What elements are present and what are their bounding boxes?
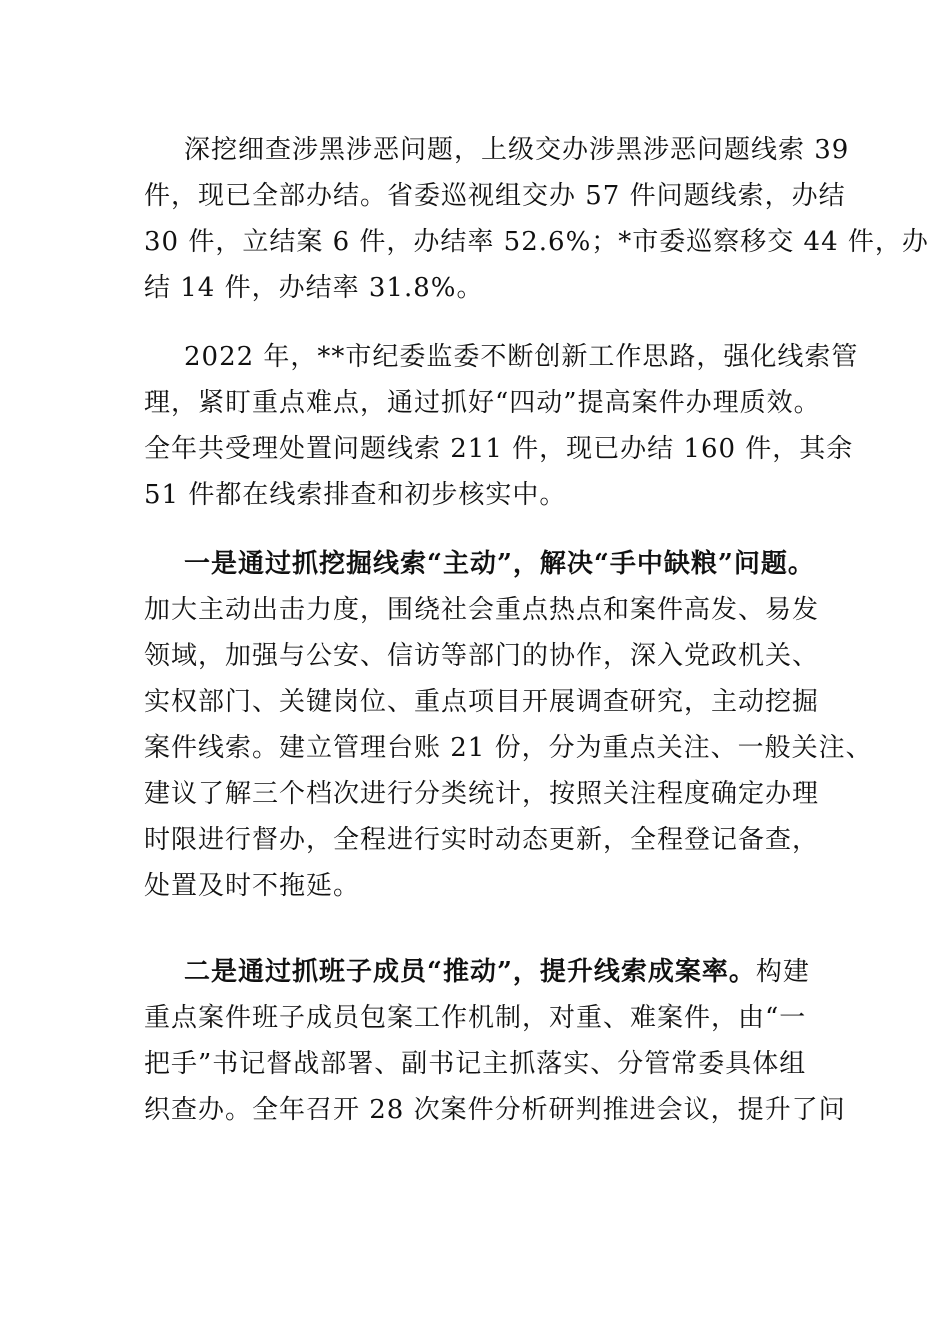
section-heading: 一是通过抓挖掘线索“主动”，解决“手中缺粮”问题。	[184, 549, 815, 579]
paragraph-line: 30 件，立结案 6 件，办结率 52.6%；*市委巡察移交 44 件，办	[144, 227, 929, 257]
paragraph-line: 重点案件班子成员包案工作机制，对重、难案件，由“一	[144, 1003, 807, 1033]
paragraph-2	[144, 334, 859, 518]
section-heading: 二是通过抓班子成员“推动”，提升线索成案率。	[184, 957, 756, 987]
paragraph-1	[144, 127, 929, 311]
paragraph-line: 全年共受理处置问题线索 211 件，现已办结 160 件，其余	[144, 434, 854, 464]
paragraph-line: 实权部门、关键岗位、重点项目开展调查研究，主动挖掘	[144, 687, 820, 717]
paragraph-line: 把手”书记督战部署、副书记主抓落实、分管常委具体组	[144, 1049, 807, 1079]
paragraph-line: 建议了解三个档次进行分类统计，按照关注程度确定办理	[144, 779, 820, 809]
paragraph-line: 织查办。全年召开 28 次案件分析研判推进会议，提升了问	[144, 1095, 846, 1125]
paragraph-line: 领域，加强与公安、信访等部门的协作，深入党政机关、	[144, 641, 820, 671]
paragraph-line: 案件线索。建立管理台账 21 份，分为重点关注、一般关注、	[144, 733, 873, 763]
paragraph-line: 件，现已全部办结。省委巡视组交办 57 件问题线索，办结	[144, 181, 846, 211]
paragraph-line: 加大主动出击力度，围绕社会重点热点和案件高发、易发	[144, 595, 820, 625]
paragraph-line: 51 件都在线索排查和初步核实中。	[144, 480, 567, 510]
paragraph-line: 处置及时不拖延。	[144, 871, 361, 901]
section-heading-line	[144, 949, 824, 995]
paragraph-4	[144, 949, 846, 1133]
paragraph-3	[144, 541, 873, 909]
paragraph-line: 2022 年，**市纪委监委不断创新工作思路，强化线索管	[184, 342, 859, 372]
section-heading-tail: 构建	[755, 957, 810, 987]
paragraph-line: 深挖细查涉黑涉恶问题，上级交办涉黑涉恶问题线索 39	[184, 135, 850, 165]
paragraph-line: 结 14 件，办结率 31.8%。	[144, 273, 484, 303]
paragraph-line: 理，紧盯重点难点，通过抓好“四动”提高案件办理质效。	[144, 388, 821, 418]
paragraph-line: 时限进行督办，全程进行实时动态更新，全程登记备查，	[144, 825, 820, 855]
